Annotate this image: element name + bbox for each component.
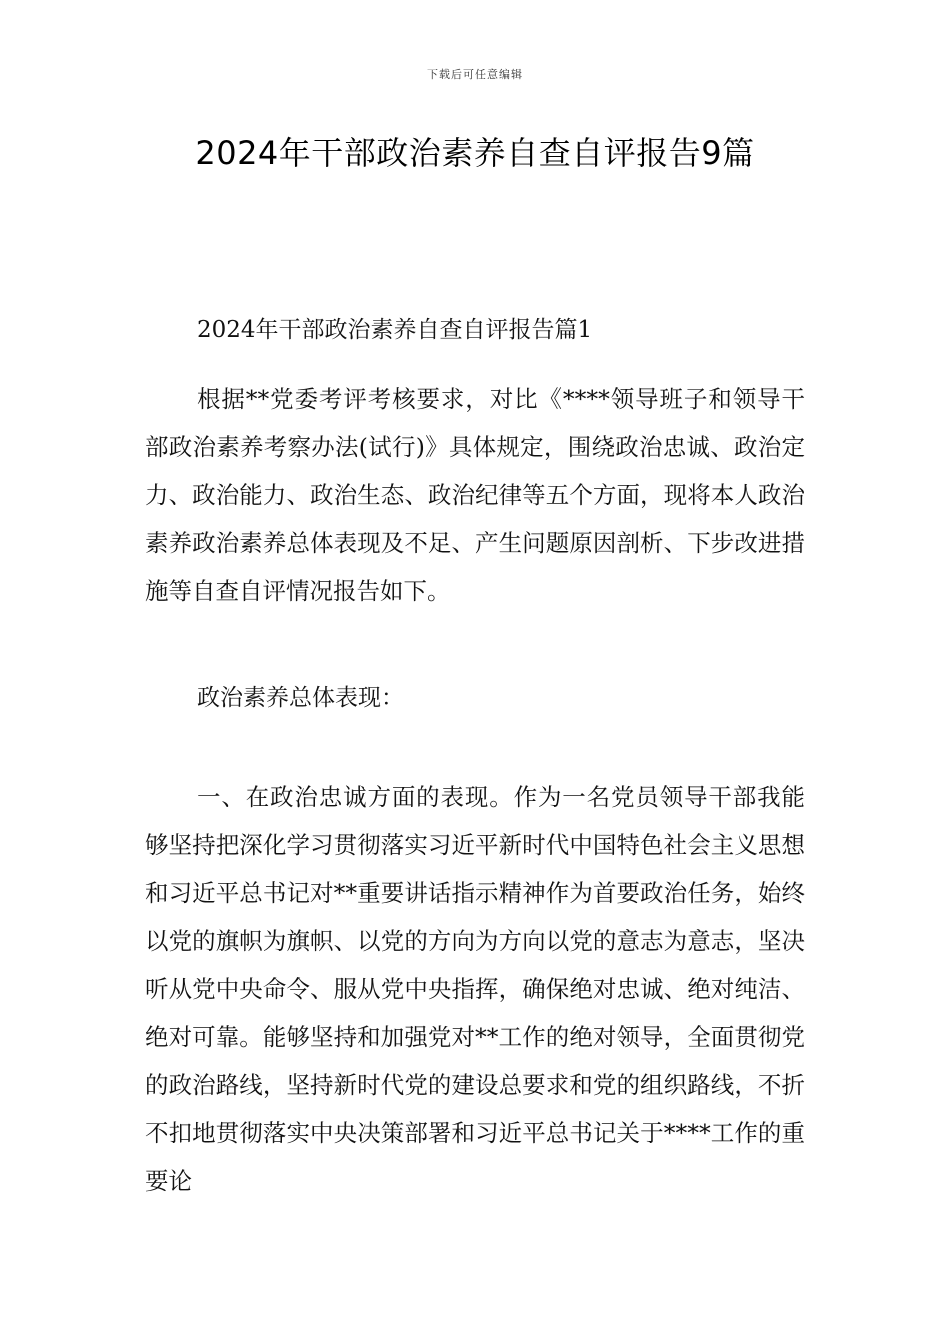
document-title: 2024年干部政治素养自查自评报告9篇: [195, 134, 755, 172]
point-one-section: [145, 773, 805, 1205]
section-heading: 2024年干部政治素养自查自评报告篇1: [197, 317, 593, 343]
overview-heading: 政治素养总体表现：: [197, 685, 404, 711]
intro-paragraph: 根据**党委考评考核要求，对比《****领导班子和领导干部政治素养考察办法(试行)》具体规定，围绕政治忠诚、政治定力、政治能力、政治生态、政治纪律等五个方面，现将本人政治素养政治素养总体表现及不足、产生问题原因剖析、下步改进措施等自查自评情况报告如下。: [145, 385, 805, 605]
point-one-paragraph: 一、在政治忠诚方面的表现。作为一名党员领导干部我能够坚持把深化学习贯彻落实习近平新时代中国特色社会主义思想和习近平总书记对**重要讲话指示精神作为首要政治任务，始终以党的旗帜为旗帜、以党的方向为方向以党的意志为意志，坚决听从党中央命令、服从党中央指挥，确保绝对忠诚、绝对纯洁、绝对可靠。能够坚持和加强党对**工作的绝对领导，全面贯彻党的政治路线，坚持新时代党的建设总要求和党的组织路线，不折不扣地贯彻落实中央决策部署和习近平总书记关于****工作的重要论: [145, 783, 805, 1195]
intro-section: [145, 375, 805, 615]
header-note: 下载后可任意编辑: [427, 68, 523, 81]
